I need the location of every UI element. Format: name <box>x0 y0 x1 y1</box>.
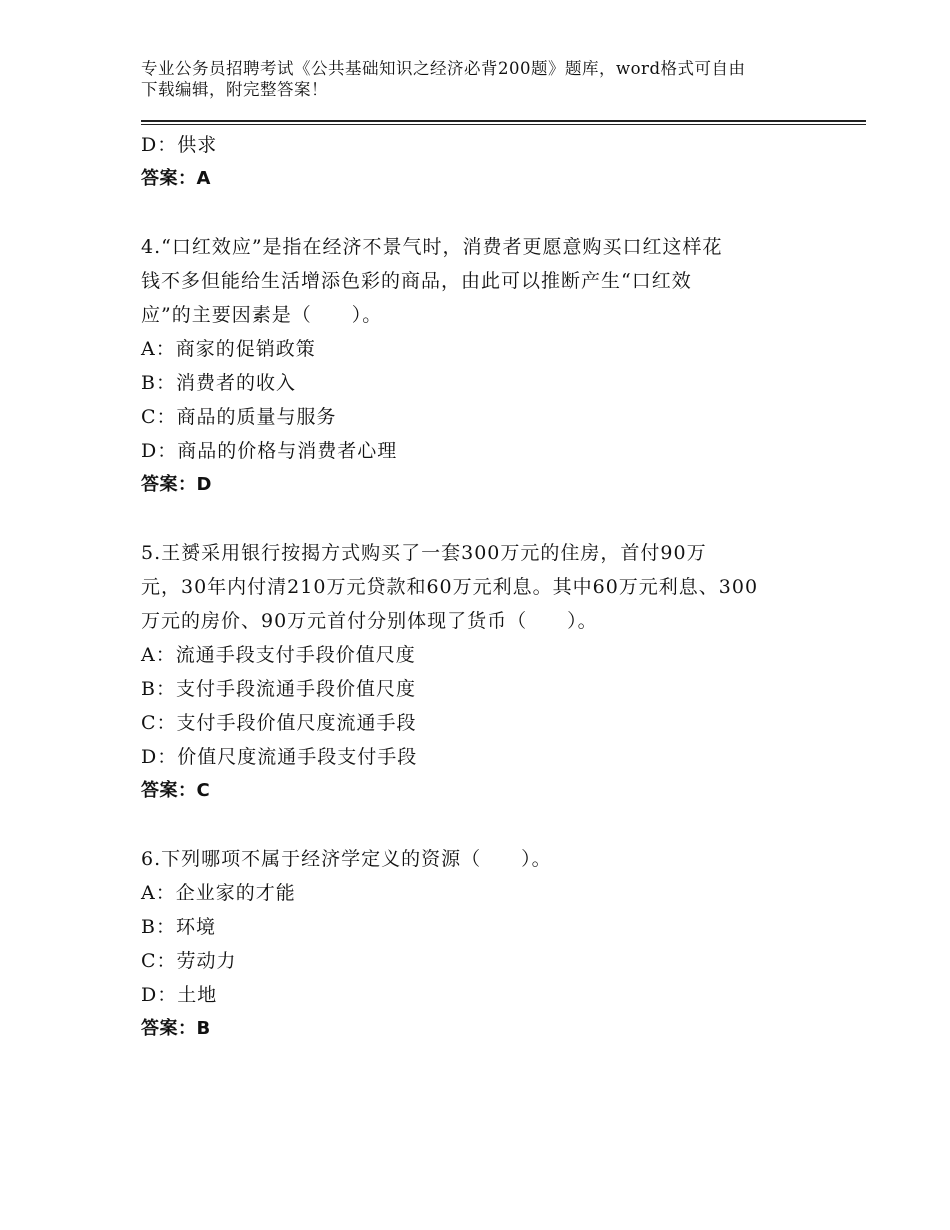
question-content <box>141 128 841 1046</box>
header-line-2: 下载编辑，附完整答案！ <box>141 80 328 99</box>
q5-option-b: B：支付手段流通手段价值尺度 <box>141 678 416 700</box>
q4-option-a: A：商家的促销政策 <box>141 338 316 360</box>
q4-stem-line-2: 钱不多但能给生活增添色彩的商品，由此可以推断产生“口红效 <box>141 270 692 292</box>
q5-stem <box>141 536 841 638</box>
q4-stem-line-1: 4.“口红效应”是指在经济不景气时，消费者更愿意购买口红这样花 <box>141 236 723 258</box>
q5-stem-line-2: 元，30年内付清210万元贷款和60万元利息。其中60万元利息、300 <box>141 576 759 598</box>
q4-stem <box>141 230 841 332</box>
q6-option-d: D：土地 <box>141 984 218 1006</box>
q4-answer: 答案：D <box>141 474 212 495</box>
header-line-1: 专业公务员招聘考试《公共基础知识之经济必背200题》题库，word格式可自由 <box>141 59 746 78</box>
q4-stem-line-3: 应”的主要因素是（ ）。 <box>141 304 383 326</box>
q4-option-b: B：消费者的收入 <box>141 372 296 394</box>
q5-stem-line-1: 5.王赟采用银行按揭方式购买了一套300万元的住房，首付90万 <box>141 542 707 564</box>
q3-answer: 答案：A <box>141 168 211 189</box>
q5-option-a: A：流通手段支付手段价值尺度 <box>141 644 416 666</box>
spacer <box>141 502 841 536</box>
q5-option-d: D：价值尺度流通手段支付手段 <box>141 746 418 768</box>
q5-stem-line-3: 万元的房价、90万元首付分别体现了货币（ ）。 <box>141 610 598 632</box>
q6-answer: 答案：B <box>141 1018 211 1039</box>
q6-option-a: A：企业家的才能 <box>141 882 296 904</box>
q6-stem-line-1: 6.下列哪项不属于经济学定义的资源（ ）。 <box>141 848 552 870</box>
q4-option-d: D：商品的价格与消费者心理 <box>141 440 398 462</box>
q6-stem <box>141 842 841 876</box>
document-header <box>141 58 831 100</box>
spacer <box>141 808 841 842</box>
q3-option-d: D：供求 <box>141 134 218 156</box>
spacer <box>141 196 841 230</box>
q6-option-b: B：环境 <box>141 916 216 938</box>
q6-option-c: C：劳动力 <box>141 950 237 972</box>
header-divider <box>141 120 866 125</box>
q4-option-c: C：商品的质量与服务 <box>141 406 337 428</box>
q5-answer: 答案：C <box>141 780 211 801</box>
q5-option-c: C：支付手段价值尺度流通手段 <box>141 712 417 734</box>
